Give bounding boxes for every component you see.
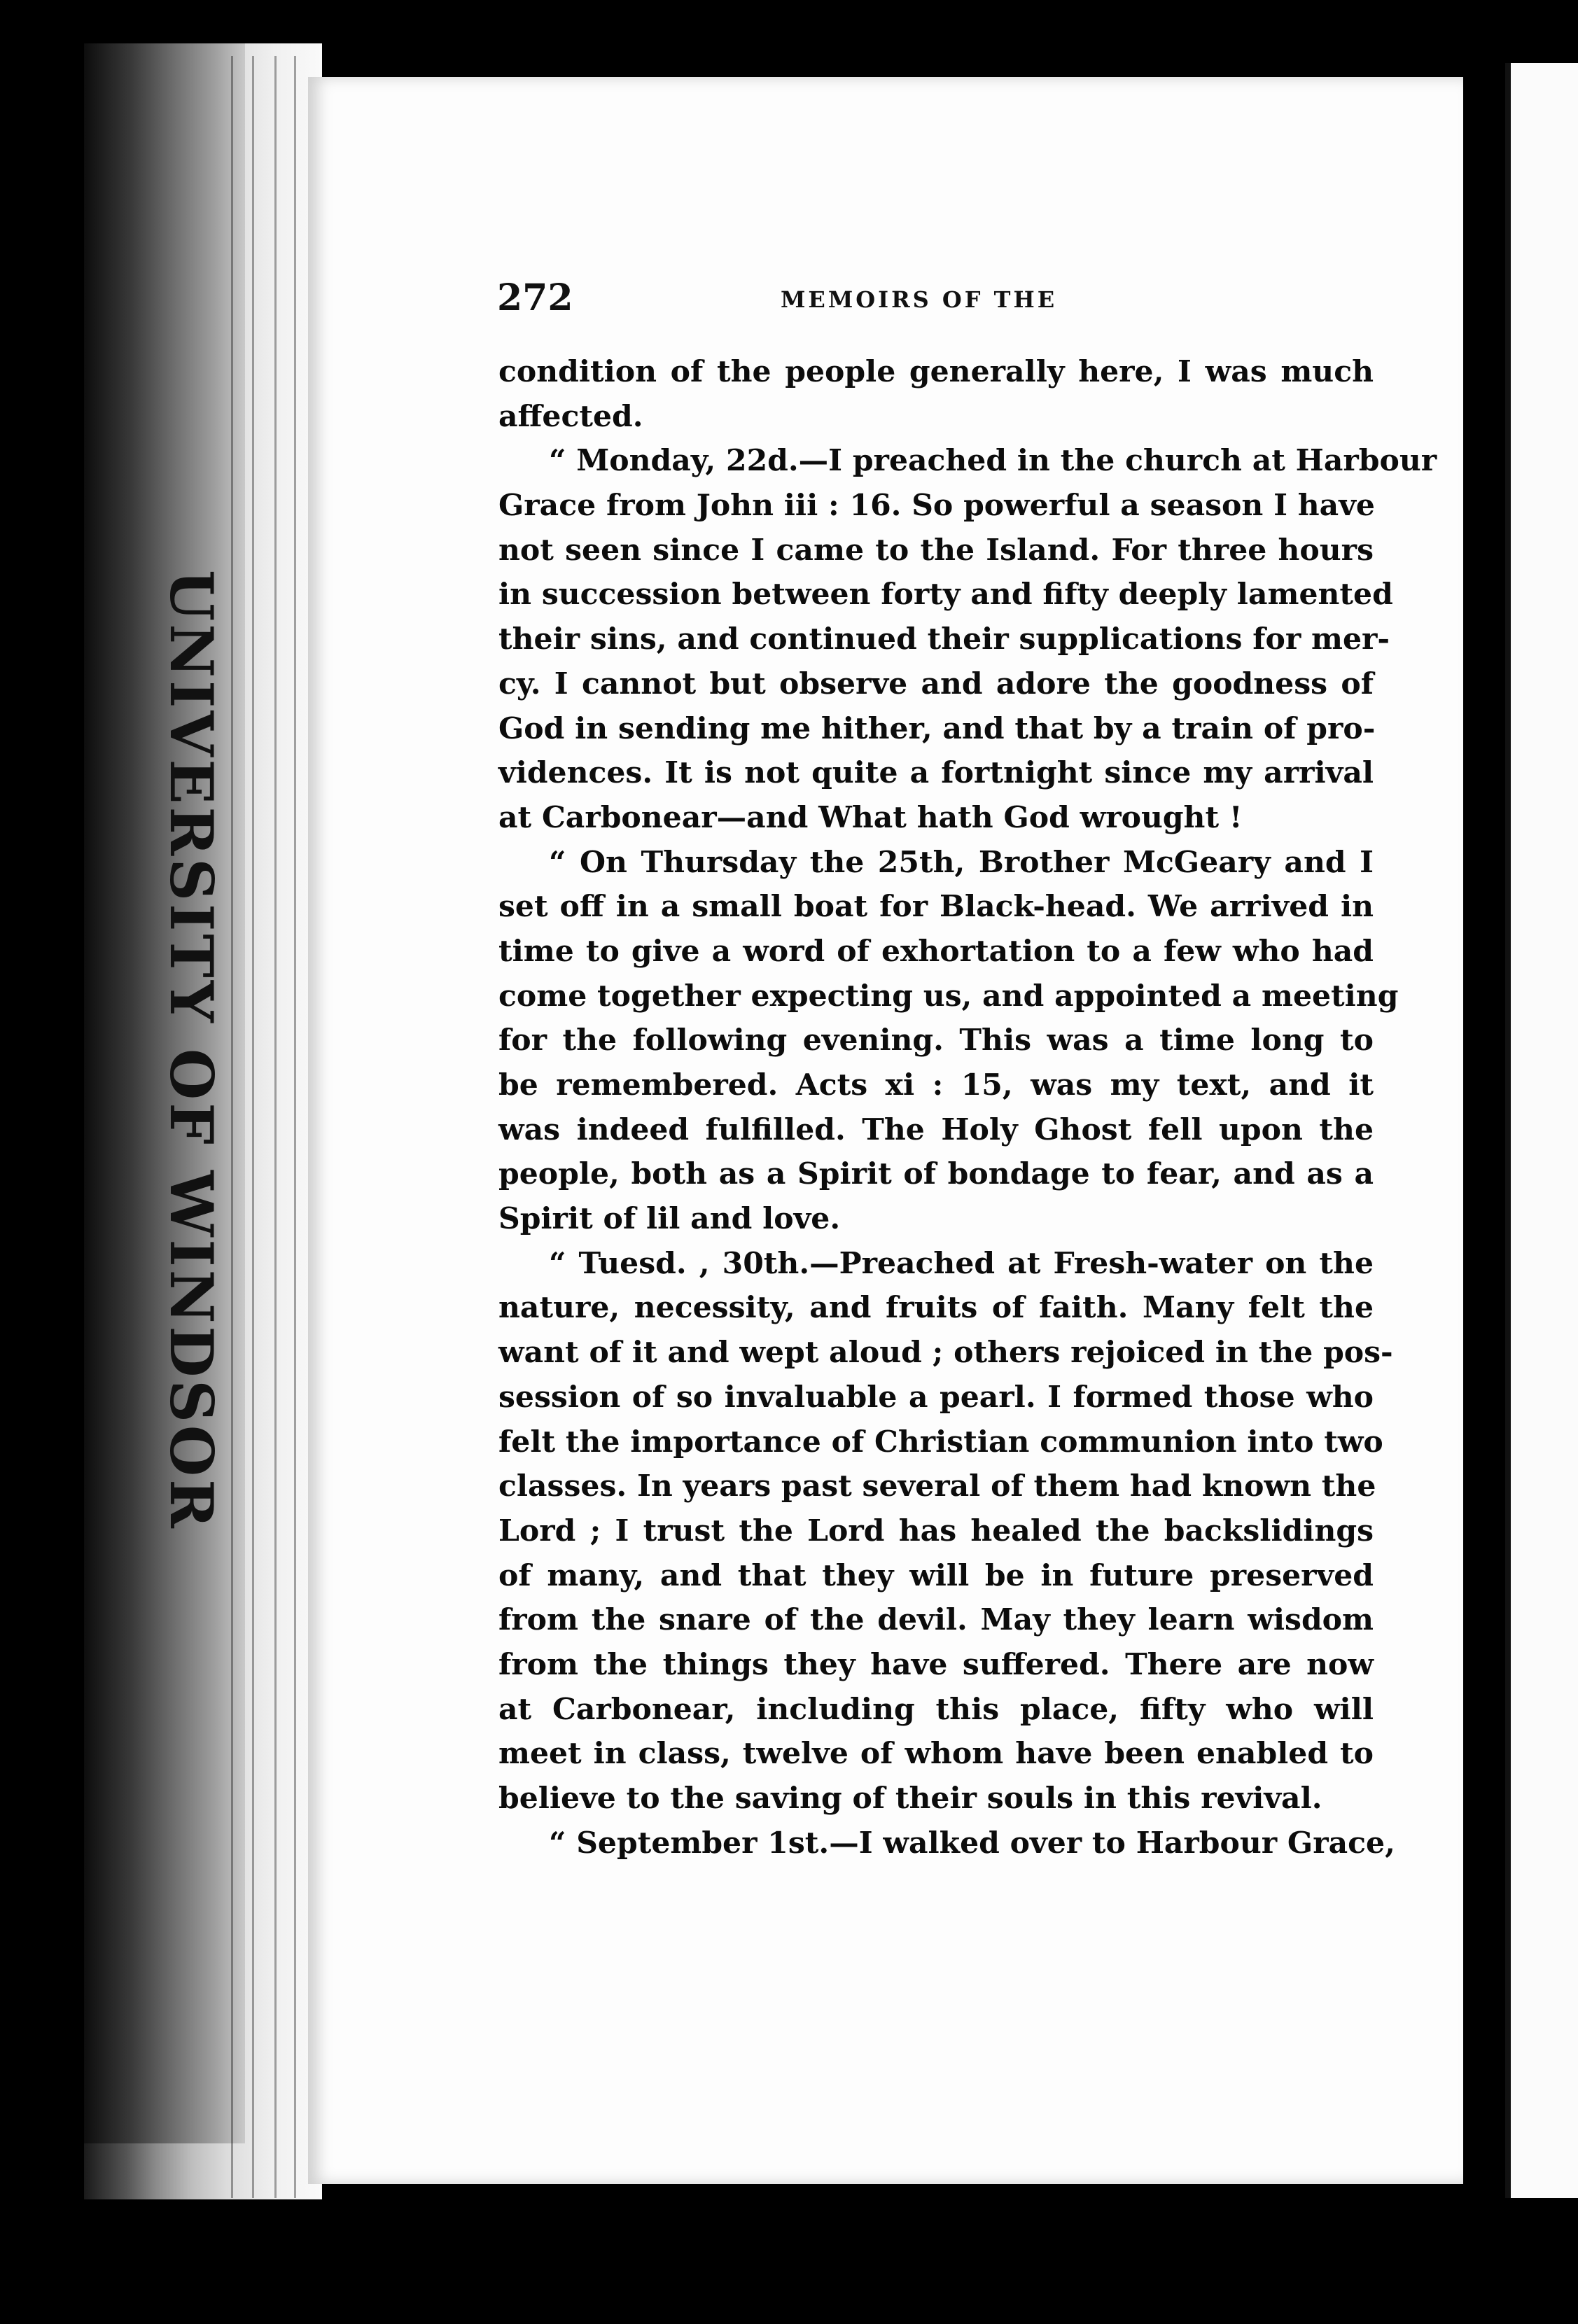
text-line: cy. I cannot but observe and adore the goodness of (498, 666, 1374, 701)
text-line: not seen since I came to the Island. For three hours (498, 532, 1374, 568)
page-edge-line (252, 56, 254, 2198)
text-line: felt the importance of Christian communion into two (498, 1424, 1383, 1460)
text-line: of many, and that they will be in future preserved (498, 1558, 1374, 1593)
page-edge-line (231, 56, 233, 2198)
page-number: 272 (497, 276, 573, 319)
library-stamp-text: UNIVERSITY OF WINDSOR (156, 569, 226, 1531)
text-line: “ On Thursday the 25th, Brother McGeary and I (549, 844, 1374, 880)
library-stamp (153, 569, 230, 1531)
text-line: at Carbonear—and What hath God wrought ! (498, 799, 1243, 835)
text-line: believe to the saving of their souls in this revival. (498, 1781, 1322, 1816)
text-line: people, both as a Spirit of bondage to fear, and as a (498, 1156, 1374, 1192)
text-line: come together expecting us, and appointed a meeting (498, 978, 1399, 1014)
text-line: God in sending me hither, and that by a train of pro- (498, 710, 1376, 746)
text-line: condition of the people generally here, I was much (498, 354, 1374, 389)
text-line: Spirit of lil and love. (498, 1201, 841, 1237)
text-line: Lord ; I trust the Lord has healed the backslidings (498, 1513, 1374, 1548)
page-edge-line (274, 56, 277, 2198)
text-line: in succession between forty and fifty deeply lamented (498, 577, 1393, 612)
running-head (497, 276, 1376, 332)
text-line: be remembered. Acts xi : 15, was my text, and it (498, 1068, 1374, 1102)
text-line: from the snare of the devil. May they learn wisdom (498, 1602, 1374, 1638)
text-line: nature, necessity, and fruits of faith. Many felt the (498, 1290, 1374, 1326)
text-line: from the things they have suffered. There are now (498, 1646, 1374, 1682)
text-line: affected. (498, 398, 643, 434)
text-line: “ September 1st.—I walked over to Harbour Grace, (549, 1825, 1395, 1861)
text-line: classes. In years past several of them had known the (498, 1469, 1376, 1504)
text-line: time to give a word of exhortation to a few who had (498, 933, 1374, 969)
text-line: at Carbonear, including this place, fifty who will (498, 1691, 1374, 1727)
text-line: “ Tuesd. , 30th.—Preached at Fresh-water on the (549, 1245, 1374, 1281)
text-line: session of so invaluable a pearl. I formed those who (498, 1379, 1374, 1415)
page-edge-line (294, 56, 296, 2198)
text-line: their sins, and continued their supplications for mer- (498, 622, 1390, 657)
text-line: meet in class, twelve of whom have been enabled to (498, 1736, 1374, 1772)
text-line: was indeed fulfilled. The Holy Ghost fell upon the (498, 1112, 1374, 1147)
text-line: Grace from John iii : 16. So powerful a season I have (498, 488, 1375, 524)
text-line: for the following evening. This was a time long to (498, 1023, 1374, 1058)
text-line: vidences. It is not quite a fortnight since my arrival (498, 755, 1374, 791)
text-line: want of it and wept aloud ; others rejoiced in the pos- (498, 1335, 1393, 1371)
body-text (498, 350, 1437, 1865)
text-line: “ Monday, 22d.—I preached in the church at Harbour (549, 443, 1437, 479)
text-line: set off in a small boat for Black-head. We arrived in (498, 889, 1374, 925)
running-head-title: MEMOIRS OF THE (781, 286, 1058, 313)
facing-page-edge (1505, 63, 1578, 2198)
